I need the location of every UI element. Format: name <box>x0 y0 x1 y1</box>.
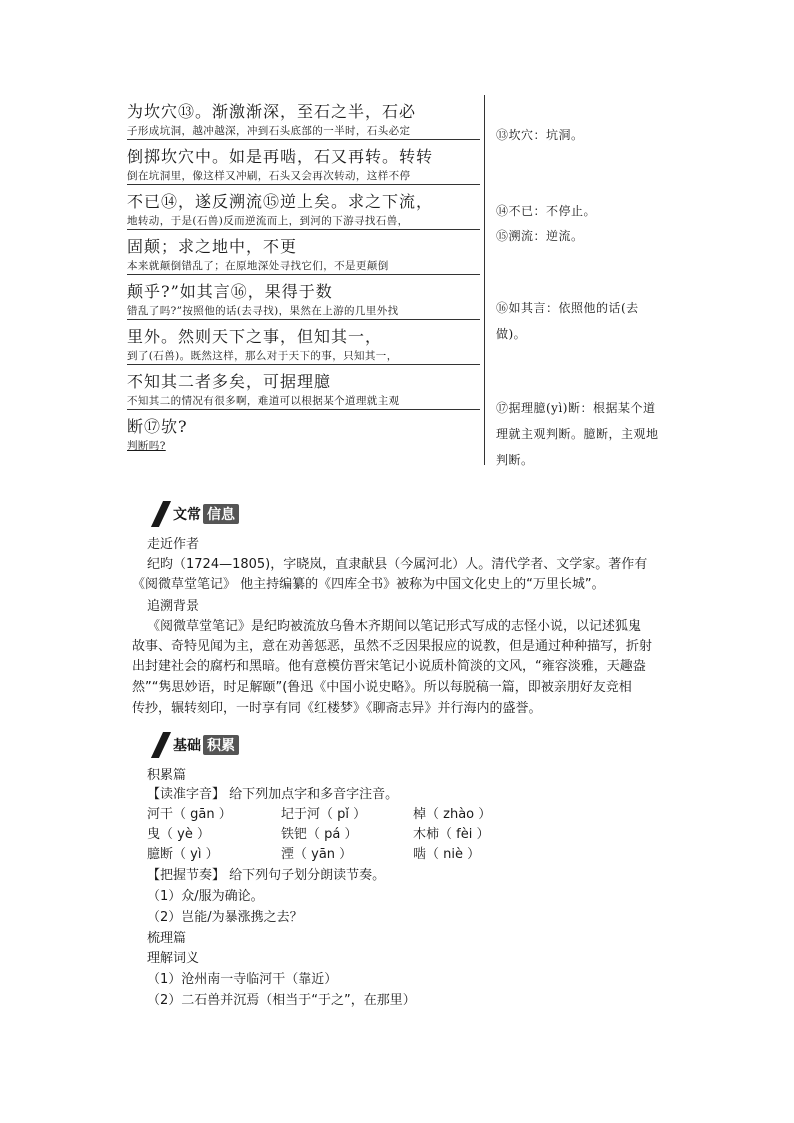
annotation-note: ⑰据理臆(yì)断：根据某个道理就主观判断。臆断，主观地判断。 <box>496 401 659 467</box>
translation-text: 地转动，于是(石兽)反而逆流而上，到河的下游寻找石兽， <box>127 215 409 227</box>
author-text: 纪昀（1724—1805)，字晓岚，直隶献县（今属河北）人。清代学者、文学家。著作有 <box>147 557 648 572</box>
original-text: 不已⑭，遂反溯流⑮逆上矣。求之下流， <box>127 192 434 211</box>
passage-row <box>127 185 480 230</box>
translation-text: 判断吗? <box>127 440 166 452</box>
original-text: 倒掷坎穴中。如是再啮，石又再转。转转 <box>127 147 434 166</box>
pinyin-item: 湮（ yān ） <box>281 847 353 862</box>
background-text: 故事、奇特见闻为主，意在劝善惩恶，虽然不乏因果报应的说教，但是通过种种描写，折射 <box>132 639 653 654</box>
pinyin-item: 曳（ yè ） <box>147 827 210 842</box>
pencil-icon <box>151 501 171 527</box>
original-text: 里外。然则天下之事，但知其一， <box>127 327 383 346</box>
badge-label-highlight: 积累 <box>203 735 239 755</box>
badge-label: 文常 <box>173 507 201 523</box>
translation-text: 到了(石兽)。既然这样，那么对于天下的事，只知其一， <box>127 350 398 362</box>
pinyin-item: 圮于河（ pǐ ） <box>281 807 367 822</box>
original-text: 为坎穴⑬。渐激渐深，至石之半，石必 <box>127 102 417 121</box>
background-text: 《阅微草堂笔记》是纪昀被流放乌鲁木齐期间以笔记形式写成的志怪小说，以记述狐鬼 <box>147 619 642 634</box>
pinyin-item: 河干（ gān ） <box>147 807 232 822</box>
passage-row <box>127 410 480 455</box>
badge-label: 基础 <box>173 738 201 754</box>
pencil-icon <box>151 732 171 758</box>
column-divider <box>484 95 485 465</box>
author-text: 《阅微草堂笔记》 他主持编纂的《四库全书》被称为中国文化史上的“万里长城”。 <box>132 577 605 592</box>
passage-row <box>127 365 480 410</box>
translation-text: 子形成坑洞，越冲越深，冲到石头底部的一半时，石头必定 <box>127 125 411 137</box>
pinyin-item: 棹（ zhào ） <box>413 807 492 822</box>
vocab-item: （2）二石兽并沉焉（相当于“于之”，在那里） <box>147 993 416 1008</box>
pronunciation-task: 【读准字音】 给下列加点字和多音字注音。 <box>147 787 399 802</box>
translation-text: 倒在坑洞里，像这样又冲刷，石头又会再次转动，这样不停 <box>127 170 411 182</box>
background-heading: 追溯背景 <box>147 599 200 614</box>
background-text: 然”“隽思妙语，时足解颐”(鲁迅《中国小说史略》。所以每脱稿一篇，即被亲朋好友竞相 <box>132 680 632 695</box>
accumulate-heading: 积累篇 <box>147 768 187 783</box>
annotation-note: ⑯如其言：依照他的话(去做)。 <box>496 301 639 341</box>
pinyin-item: 铁钯（ pá ） <box>281 827 358 842</box>
rhythm-item: （1）众/服为确论。 <box>147 889 264 904</box>
background-text: 出封建社会的腐朽和黑暗。他有意模仿晋宋笔记小说质朴简淡的文风，“雍容淡雅，天趣盎 <box>132 659 646 674</box>
translation-text: 不知其二的情况有很多啊，难道可以根据某个道理就主观 <box>127 395 400 407</box>
translation-text: 错乱了吗?”按照他的话(去寻找)，果然在上游的几里外找 <box>127 305 399 317</box>
passage-row <box>127 230 480 275</box>
rhythm-item: （2）岂能/为暴涨携之去？ <box>147 910 303 925</box>
vocab-item: （1）沧州南一寺临河干（靠近） <box>147 972 338 987</box>
pinyin-item: 木柿（ fèi ） <box>413 827 490 842</box>
pinyin-item: 啮（ niè ） <box>413 847 481 862</box>
translation-text: 本来就颠倒错乱了；在原地深处寻找它们，不是更颠倒 <box>127 260 389 272</box>
author-heading: 走近作者 <box>147 537 200 552</box>
section-badge-literary-info <box>157 503 247 525</box>
annotation-note: ⑭不已：不停止。 <box>496 204 597 218</box>
background-text: 传抄，辗转刻印，一时享有同《红楼梦》《聊斋志异》并行海内的盛誉。 <box>132 701 542 716</box>
passage-block <box>127 95 480 455</box>
passage-row <box>127 95 480 140</box>
passage-row <box>127 320 480 365</box>
annotation-note: ⑮溯流：逆流。 <box>496 229 584 243</box>
rhythm-task: 【把握节奏】 给下列句子划分朗读节奏。 <box>147 868 386 883</box>
original-text: 断⑰欤? <box>127 417 188 436</box>
annotation-note: ⑬坎穴：坑洞。 <box>496 128 584 142</box>
pinyin-item: 臆断（ yì ） <box>147 847 219 862</box>
vocab-heading: 理解词义 <box>147 951 200 966</box>
section-badge-basic-accumulation <box>157 734 247 756</box>
original-text: 固颠；求之地中，不更 <box>127 237 298 256</box>
badge-label-highlight: 信息 <box>203 504 239 524</box>
original-text: 颠乎?”如其言⑯，果得于数 <box>127 282 333 301</box>
original-text: 不知其二者多矣，可据理臆 <box>127 372 332 391</box>
passage-row <box>127 275 480 320</box>
passage-row <box>127 140 480 185</box>
sort-heading: 梳理篇 <box>147 931 187 946</box>
